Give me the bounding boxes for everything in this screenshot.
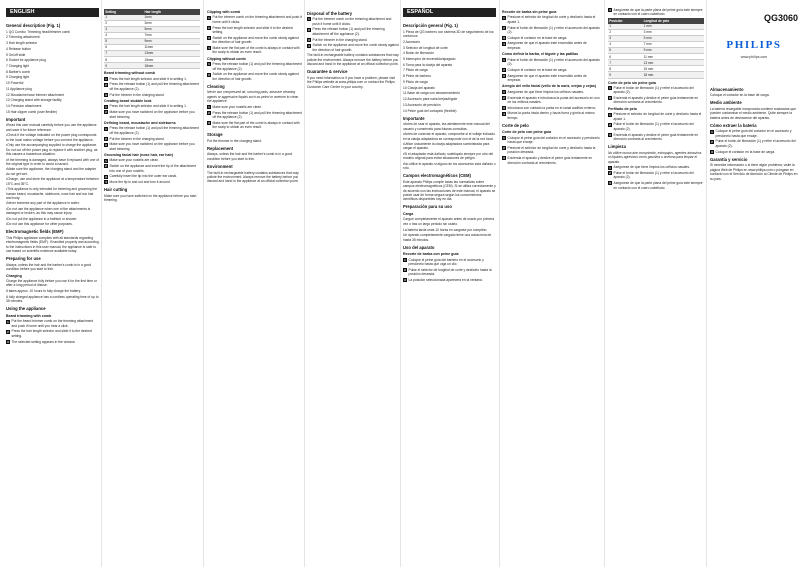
step-item: 1 Make sure your nostrils are clean. [105,158,159,163]
column-divider [203,0,204,567]
step-item: 4 Make sure the flat part of the comb is always in contact with the scalp to obtain an even result. [208,45,300,55]
step-item: 4 Asegúrese de que el aparato esté encendido antes de empezar. [503,41,587,50]
list-item: • Si el adaptador está dañado, sustitúyalo siempre por otro del modelo original para evitar situaciones de peligro. [403,152,496,161]
heading-nose: Grooming facial hair (nose hair, ear hair) [104,153,174,158]
heading-profile: Perfilado de pelo [608,106,637,111]
language-tab-spanish: ESPAÑOL [403,8,496,17]
list-item: • This appliance is only intended for trimming and grooming the human beard, moustache, sideburns, nose hair and ear hair and body. [6,187,99,200]
table-row: 4 7 mm [608,41,704,47]
heading-trim-no-comb: Beard trimming without comb [104,71,155,76]
step-item: 1 Pulse el botón de liberación (1) y retire el accesorio del aparato (2). [609,85,694,95]
step-item: 1 Presione el selector de longitud de corte y deslícelo hasta el ajuste 1. [609,112,702,121]
step-item: 1 Put the trimmer comb on the trimming attachment and push it home until it clicks. [208,15,302,24]
heading-general-description: Descripción general (Fig. 1) [403,22,458,28]
paragraph-prep: Always, unless the hair and the barber's comb is in a good condition before you start to trim. [6,262,92,272]
list-item: 1 QG Combo: Trimming head/trimmer comb [6,29,71,34]
heading-cleaning: Cleaning [207,83,225,89]
heading-beard-trimming: Recorte de barba con peine guía [403,252,459,257]
list-item: • Charge, use and store the appliance at a temperature between 15°C and 35°C. [6,177,99,186]
column-divider [304,0,305,567]
step-item: 1 Coloque el peine guía del cortador en el accesorio y presiónelo hasta que encaje. [711,129,792,138]
heading-preparing: Preparación para su uso [403,204,452,210]
table-row: 7 13 mm [608,60,704,66]
step-item: 2 Make sure you have switched on the appliance before you start trimming. [105,110,195,119]
heading-beard-trimming: Beard trimming with comb [6,313,52,318]
step-item: 2 Press the hair length selector and slide it to the desired setting. [7,329,92,338]
heading-using: Uso del aparato [403,244,435,250]
list-item: 2 Trimming attachment [6,35,40,40]
step-item: 1 Put the trimmer comb on the trimming attachment and push it home until it clicks. [308,17,392,26]
table-row: 5 9 mm [608,48,704,54]
step-item: 2 Encienda el aparato e introduzca la punta del accesorio en uno de los orificios nasales. [503,95,600,104]
heading-storage: Storage [207,132,223,138]
step-item: 2 Pulse el botón de liberación (1) y retire el accesorio del aparato (2). [503,25,600,34]
step-item: 1 Press the hair length selector and slide it to setting 1. [105,104,187,109]
paragraph-disposal: The built-in rechargeable battery contains substances that may pollute the environment. Always remove the battery before you discard and hand in the appliance at an official collection point. [307,53,399,67]
step-item: 2 Coloque el cortador en la base de carga. [503,67,568,73]
paragraph-emf: Este aparato Philips cumple todas las normativas sobre campos electromagnéticos (CEM). Si se utiliza correctamente y de acuerdo con las instrucciones de este manual, el aparato se puede usar de forma segura según los conocimientos científicos disponibles hoy en día. [403,179,496,202]
step-item: 2 Presione el selector de longitud de corte y deslícelo hasta la posición deseada. [503,145,596,155]
list-item: • Check if the voltage indicated on the power plug corresponds to the local mains voltage before you connect the appliance. [6,133,99,142]
hair-length-table: Posición Longitud de pelo 1 1 mm 2 3 mm 3 5 mm 4 7 mm 5 9 mm 6 11 mm 7 13 mm 8 15 mm 9 18 mm [608,18,704,78]
step-item: 3 Asegúrese de que el aparato esté encendido antes de empezar. [503,73,587,82]
paragraph: Coloque el cortador en la base de carga. [710,93,770,98]
step-item: 3 Encienda el aparato y deslice el peine guía lentamente en dirección contraria al crecimiento. [503,156,593,165]
step-item: 2 Pulse el botón de liberación (1) y retire el accesorio del aparato (2). [609,170,694,180]
list-item: 9 Piloto de carga [403,79,428,84]
step-item: 4 Mueva la punta hacia dentro y hacia fuera y gírela al mismo tiempo. [503,111,595,120]
heading-hair-cutting: Corte de pelo [502,122,529,128]
table-row: 3 5mm [104,26,200,32]
list-item: • If the trimming is damaged, always have it replaced with one of the original type in order to avoid a hazard. [6,158,99,167]
step-item: 2 Switch on the appliance and move the comb slowly against the direction of hair growth. [208,72,299,81]
step-item: 1 Presione el selector de longitud de corte y deslícelo hasta el ajuste 1. [503,15,596,24]
step-item: 3 Put the trimmer in the charging stand. [105,92,165,97]
list-item: 12 Accesorio para nariz/orejas/bigote [403,97,458,102]
list-item: 4 Release button [6,46,31,51]
paragraph: Make sure you have switched on the appliance before you start trimming. [104,193,197,203]
paragraph: A fully charged appliance has a cordless operating time of up to 35 minutes. [6,294,99,304]
heading-disposal: Disposal of the battery [307,10,353,16]
list-item: 11 Base de carga con almacenamiento [403,91,460,96]
language-tab-english: ENGLISH [6,8,99,17]
paragraph-emf: This Philips appliance complies with all standards regarding electromagnetic fields (EMF). If handled properly and according to the instructions in this user manual, the appliance is safe to use based on scientific evidence available today. [6,235,99,254]
list-item: • Do not put the appliance in a bathtub or shower. [6,217,99,221]
heading-replacement: Replacement [207,145,234,151]
heading-battery: Cómo extraer la batería [710,122,757,128]
step-item: 2 Pulse el botón de liberación (1) y retire el accesorio del aparato (2). [609,122,694,131]
heading-charging: Charging [6,273,22,278]
heading-cleaning: Limpieza [608,143,626,149]
paragraph: Un aparato completamente cargado tiene una autonomía de hasta 35 minutos. [403,233,492,242]
column-divider [400,0,401,567]
heading-storage: Almacenamiento [710,86,744,92]
heading-important: Importante [403,115,425,121]
paragraph-guarantee: If you need information or if you have a problem, please visit the Philips website at www.philips.com or contact the Philips Customer Care Centre in your country. [307,75,395,89]
column-divider [706,0,707,567]
step-item: 2 Press the hair length selector and slide it to the desired setting. [208,25,293,34]
list-item: • Do not use the appliance when one of the attachments is damaged or broken, as this may cause injury. [6,207,99,216]
list-item: 5 Interruptor de encendido/apagado [403,56,456,61]
list-item: 9 Charging light [6,75,30,80]
heading-clipping-no-comb: Corte de pelo sin peine guía [608,80,656,85]
column-divider [101,0,102,567]
table-row: 6 11 mm [608,54,704,60]
list-item: • Make sure the appliance, the charging stand and the adapter do not get wet. [6,167,99,176]
paragraph-disposal: The built-in rechargeable battery contains substances that may pollute the environment. Always remove the battery before you discard and hand in the appliance at an official collection point. [207,170,299,184]
heading-emf: Campos electromagnéticos (CEM) [403,173,471,179]
step-item: 3 Coloque el cortador en la base de carga. [503,35,568,40]
column-divider [604,0,605,567]
heading-no-comb: Recorte de barba sin peine guía [502,10,557,14]
step-item: 4 Asegúrese de que la parte plana del peine guía esté siempre en contacto con el cuero cabelludo. [609,8,703,17]
heading-charging: Carga [403,212,414,217]
step-item: 1 Coloque el peine guía del barbero en el accesorio y presiónelo hasta que oiga un clic. [404,257,484,267]
paragraph: Cargue completamente el aparato antes de usarlo por primera vez o tras un largo periodo sin usarlo. [403,217,495,226]
heading-clipping-comb: Corte de pelo con peine guía [502,130,552,135]
step-item: 3 Introduzca con cuidado la punta en el canal auditivo externo. [503,105,597,110]
paragraph: Charge the appliance fully before you use it for the first time or after a long period of disuse. [6,278,97,288]
spanish-column-1 [403,8,496,563]
list-item: 15 Hair clipper comb (user flexible) [6,109,57,114]
list-item: 3 Hair length selector [6,41,38,46]
step-item: 3 Coloque el cortador en la base de carga. [711,149,776,154]
heading-guarantee: Garantía y servicio [710,156,748,162]
heading-clipping-no-comb: Clipping without comb [207,56,246,61]
list-item: 6 Socket for appliance plug [6,58,46,63]
heading-environment: Environment [207,163,233,169]
hair-length-table: Setting Hair length 1 1mm 2 3mm 3 5mm 4 7mm 5 9mm 6 11mm 7 13mm 8 15mm 9 18mm [104,9,200,69]
list-item: • Read this user manual carefully before you use the appliance and save it for future reference. [6,123,99,132]
table-row: 2 3mm [104,20,200,26]
step-item: 1 Coloque el peine guía del cortador en el accesorio y presiónelo hasta que encaje. [503,135,600,145]
english-column-2 [104,8,200,563]
spanish-column-4-body [710,84,798,182]
list-item: 1 Pieza de QG barbero con sistema 3D de seguimiento de los contornos [403,29,494,39]
heading-general-description: General description (Fig. 1) [6,22,61,28]
list-item: 13 Accesorio de precisión [403,102,441,107]
step-item: 2 Put the trimmer in the charging stand. [105,136,165,141]
list-item: • Antes de usar el aparato, lea atentamente este manual del usuario y consérvelo para futuras consultas. [403,122,496,131]
list-item: 8 Barber's comb [6,69,30,74]
paragraph: Put the trimmer in the charging stand. [207,138,262,143]
english-column-3 [207,8,302,563]
table-row: 4 7mm [104,32,200,38]
step-item: 4 Move the tip in and out and turn it around. [105,180,171,185]
heading-stubble: Creating beard stubble look [104,99,152,104]
english-column-1 [6,8,99,563]
step-item: 1 Press the release button (1) and pull the trimming attachment off the appliance (2). [208,62,302,71]
list-item: 7 Piloto de carga [403,68,428,73]
table-row: 9 18mm [104,63,200,69]
list-item: 4 Botón de liberación [403,51,434,56]
heading-stubble: Cómo definir la barba, el bigote y las patillas [502,52,579,57]
step-item: 1 Press the release button (1) and pull the trimming attachment off the appliance (2). [105,126,199,135]
list-item: 3 Selector de longitud de corte [403,45,448,50]
step-item: 2 Pulse el selector de longitud de corte y deslícelo hasta la posición deseada. [404,267,492,277]
step-item: 3 The selected setting appears in the window. [7,339,76,344]
step-item: 2 Press the release button (1) and pull the trimming attachment off the appliance (2). [308,27,385,36]
step-item: 3 Put the trimmer in the charging stand. [308,37,368,42]
step-item: 2 Press the release button (1) and pull the trimming attachment off the appliance (2). [208,110,302,120]
list-item: 13 Charging stand with storage facility [6,98,62,103]
step-item: 1 Make sure your nostrils are clean. [208,104,262,110]
step-item: 3 Make sure the flat part of the comb is always in contact with the scalp to obtain an even result. [208,120,300,130]
table-row: 1 1mm [104,15,200,21]
step-item: 2 Encienda el aparato y deslice el peine guía lentamente en dirección contraria al crecimiento. [609,96,699,105]
step-item: 3 Carefully insert the tip into the outer ear canal. [105,174,177,179]
paragraph: La batería tarda unas 10 horas en cargarse por completo. [403,227,488,232]
list-item: • Only use the accompanying supplied to charge the appliance. Do not cut off the power plug to replace it with another plug, as this causes a hazardous situation. [6,143,99,156]
list-item: 14 Precision attachment [6,104,42,109]
english-column-4 [307,8,399,563]
paragraph: Always, unless the hair and the barber's comb is in a good condition before you start to trim. [207,152,293,161]
spanish-column-2 [502,8,600,563]
parts-list [6,30,99,115]
step-item: 1 Put the beard trimmer comb on the trimming attachment and push it home until you hear a click. [7,319,94,328]
list-item: 8 Peine de barbero [403,74,432,79]
table-row: 8 15mm [104,57,200,63]
step-item: 3 Asegúrese de que la parte plana del peine guía esté siempre en contacto con el cuero cabelludo. [609,181,703,190]
table-row: 6 11mm [104,44,200,50]
step-item: 2 Press the release button (1) and pull the trimming attachment off the appliance (2). [105,82,199,91]
step-item: 2 Pulse el botón de liberación (1) y retire el accesorio del aparato (2). [711,139,796,148]
step-item: 4 Switch on the appliance and move the comb slowly against the direction of hair growth. [308,43,399,52]
heading-clipping-comb: Clipping with comb [207,10,241,14]
list-item: • Antes de conectar el aparato, compruebe si el voltaje indicado en la clavija adaptadora se corresponde con el de la red local. [403,132,496,141]
heading-emf: Electromagnetic fields (EMF) [6,229,64,235]
step-item: 3 La posición seleccionada aparecerá en la ventana. [404,278,483,283]
list-item: 12 Moustache/nose trimmer attachment [6,92,65,97]
table-row: 9 18 mm [608,72,704,78]
table-row: 2 3 mm [608,29,704,35]
list-item: 14 Peine guía del cortapelo (flexible) [403,108,457,113]
heading-guarantee: Guarantee & service [307,69,348,75]
spanish-column-3 [608,8,704,563]
step-item: 1 Press the hair length selector and slide it to setting 1. [105,76,187,81]
table-row: 5 9mm [104,38,200,44]
table-row: 7 13mm [104,51,200,57]
heading-define: Defining beard, moustache and sideburns [104,120,176,125]
paragraph-cleaning: No utilice nunca aire comprimido, estropajos, agentes abrasivos ni líquidos agresivos como gasolina o acetona para limpiar el aparato. [608,150,702,164]
paragraph: It takes approx. 10 hours to fully charge the battery. [6,289,81,294]
list-item: 6 Toma para la clavija del aparato [403,62,453,67]
step-item: 3 Make sure you have switched on the appliance before you start trimming. [105,142,195,151]
website-link[interactable]: www.philips.com [740,54,768,59]
table-row: 3 5 mm [608,35,704,41]
heading-preparing: Preparing for use [6,256,41,262]
list-item: • No utilice el aparato si alguno de los accesorios está dañado o roto. [403,162,496,171]
step-item: 1 Pulse el botón de liberación (1) y retire el accesorio del aparato (2). [503,57,600,67]
list-item: 2 Accesorio [403,39,421,44]
list-item: • Do not use this appliance for other purposes. [6,222,99,226]
list-item: 7 Charging light [6,64,30,68]
step-item: 3 Switch on the appliance and move the comb slowly against the direction of hair growth. [208,35,299,45]
table-row: 8 15 mm [608,66,704,72]
heading-hair-cutting: Hair cutting [104,187,128,193]
heading-environment: Medio ambiente [710,100,742,106]
philips-logo: PHILIPS [726,39,782,51]
step-item: 1 Asegúrese de que tiene limpios los orificios nasales. [609,165,690,170]
heading-using: Using the appliance [6,306,46,312]
heading-nose: Arreglo del vello facial (vello de la nariz, orejas y cejas) [502,84,597,89]
table-row: 1 1 mm [608,24,704,30]
brand-area [710,8,798,84]
model-number: QG3060 [763,13,798,23]
paragraph-disposal: La batería recargable incorporada contiene sustancias que pueden contaminar el medio ambiente. Quite siempre la batería antes de deshacerse del aparato. [710,106,796,120]
list-item: 5 On/off slide [6,52,26,57]
list-item: 11 Appliance plug [6,86,32,91]
column-divider [499,0,500,567]
list-item: 10 Powerful [6,81,24,86]
step-item: 3 Encienda el aparato y deslice el peine guía lentamente en dirección contraria al crecimiento. [609,132,699,142]
heading-important: Important [6,116,26,122]
list-item: 10 Clavija del aparato [403,85,435,90]
step-item: 2 Switch on the appliance and insert the tip of the attachment into one of your nostrils. [105,164,197,173]
list-item: • Never immerse any part of the appliance in water. [6,201,99,205]
paragraph-guarantee: Si necesita información o si tiene algún problema, visite la página Web de Philips en www.philips.com o póngase en contacto con el Servicio de Atención al Cliente de Philips en su país. [710,163,798,181]
paragraph-cleaning: Never use compressed air, scouring pads, abrasive cleaning agents or aggressive liquids such as petrol or acetone to clean the appliance. [207,90,299,104]
list-item: • Utilice únicamente la clavija adaptadora suministrada para cargar el aparato. [403,142,496,151]
spanish-column-4 [710,8,798,563]
step-item: 1 Asegúrese de que tiene limpios los orificios nasales. [503,89,584,95]
